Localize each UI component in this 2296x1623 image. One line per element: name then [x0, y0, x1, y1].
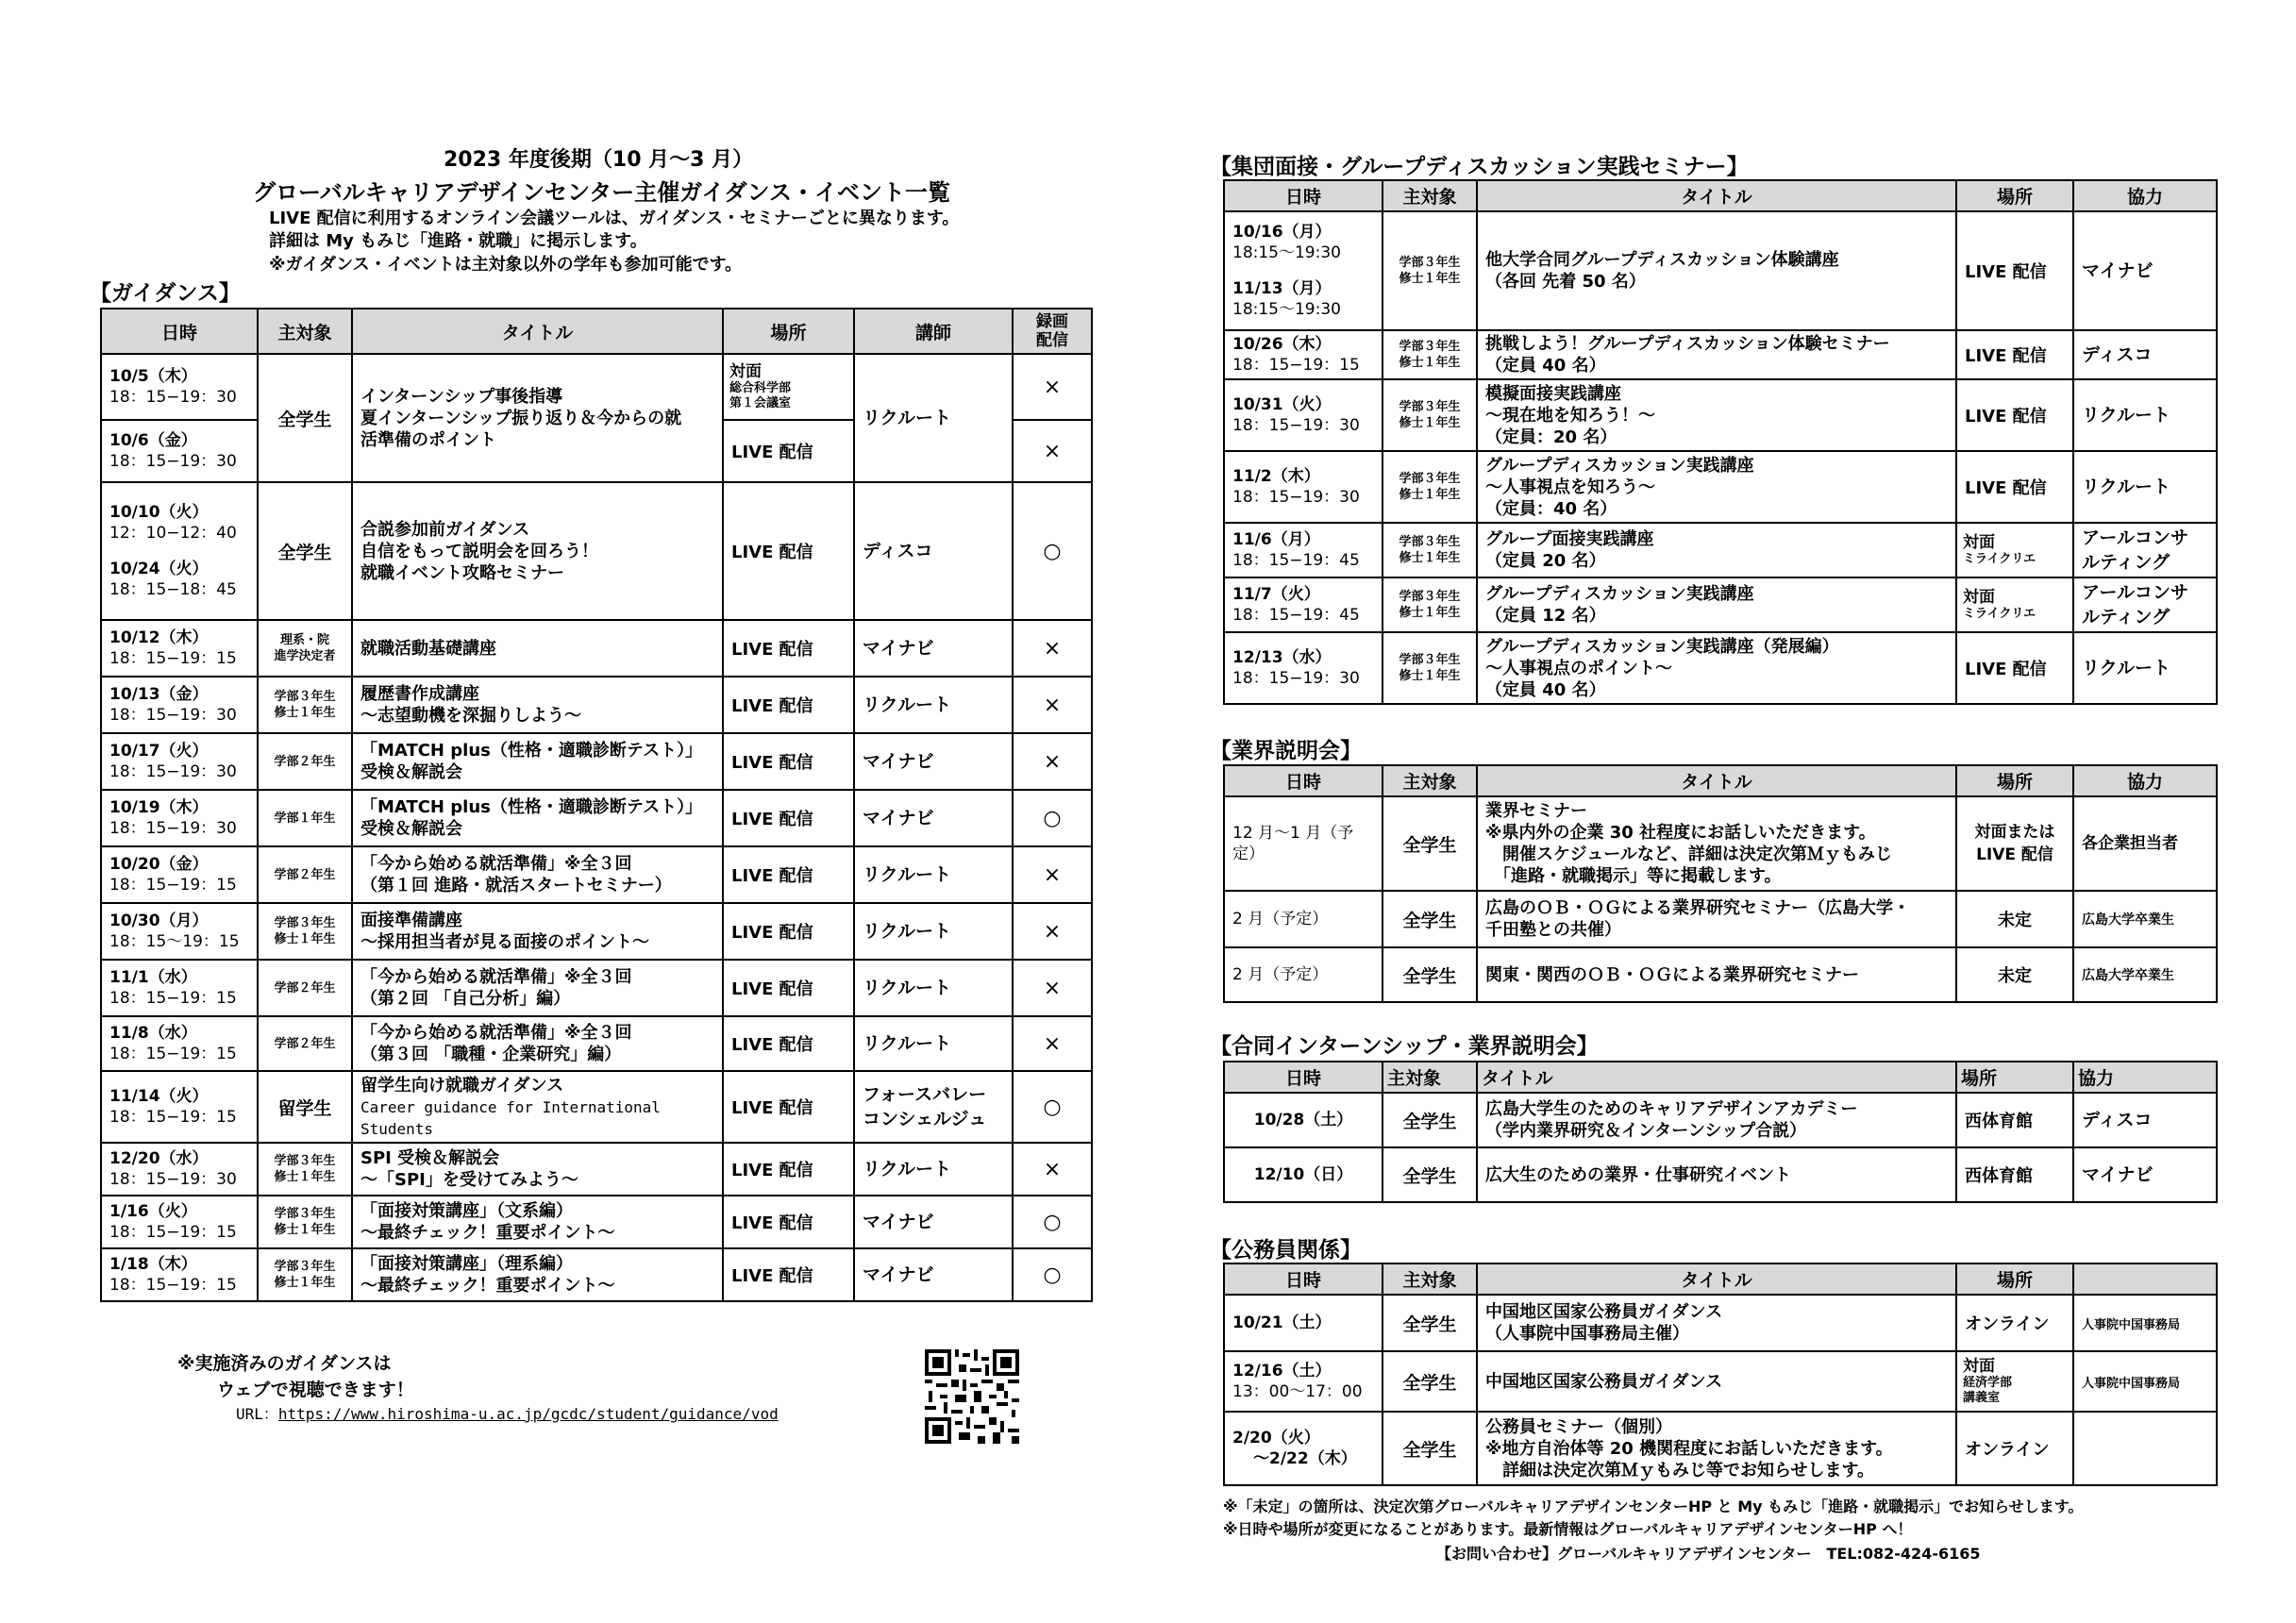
- table-row: [101, 1248, 1092, 1301]
- public-section-title: 【公務員関係】: [1210, 1238, 1362, 1263]
- event-title: 「面接対策講座」（理系編） 〜最終チェック！重要ポイント〜: [352, 1248, 723, 1301]
- event-target: 理系・院 進学決定者: [258, 620, 352, 677]
- event-speaker: リクルート: [854, 354, 1013, 482]
- event-title: 面接準備講座 〜採用担当者が見る面接のポイント〜: [352, 903, 723, 960]
- event-coop: 各企業担当者: [2073, 796, 2217, 891]
- event-place: 西体育館: [1956, 1147, 2073, 1202]
- event-place: 対面 ミライクリエ: [1956, 523, 2073, 577]
- event-datetime: 10/26（木） 18：15−19：15: [1224, 330, 1383, 379]
- group-header-row: [1224, 180, 2217, 211]
- event-datetime: 2 月（予定）: [1224, 947, 1383, 1002]
- event-coop: 広島大学卒業生: [2073, 947, 2217, 1002]
- event-target: 全学生: [1383, 796, 1477, 891]
- event-title: 他大学合同グループディスカッション体験講座 （各回 先着 50 名）: [1477, 211, 1956, 330]
- footer-note-undecided: ※「未定」の箇所は、決定次第グローバルキャリアデザインセンターHP と My もみじ「進路・就職掲示」でお知らせします。: [1223, 1498, 2084, 1515]
- col-header-datetime: 日時: [1224, 1062, 1383, 1093]
- event-datetime: 2 月（予定）: [1224, 891, 1383, 947]
- event-place: LIVE 配信: [1956, 632, 2073, 704]
- col-header-coop: 協力: [2073, 180, 2217, 211]
- event-coop: アールコンサ ルティング: [2073, 577, 2217, 632]
- event-title: 中国地区国家公務員ガイダンス （人事院中国事務局主催）: [1477, 1295, 1956, 1351]
- table-row: [1224, 1351, 2217, 1412]
- table-row: [1224, 1147, 2217, 1202]
- event-speaker: ディスコ: [854, 482, 1013, 620]
- event-datetime: 10/12（木） 18：15−19：15: [101, 620, 258, 677]
- col-header-target: 主対象: [258, 309, 352, 354]
- header-note-target: ※ガイダンス・イベントは主対象以外の学年も参加可能です。: [269, 255, 743, 275]
- event-title: 広島のＯＢ・ＯＧによる業界研究セミナー（広島大学・ 千田塾との共催）: [1477, 891, 1956, 947]
- event-target: 学部３年生 修士１年生: [1383, 379, 1477, 451]
- event-datetime: 10/17（火） 18：15−19：30: [101, 733, 258, 790]
- public-table: [1223, 1263, 2218, 1486]
- event-target: 学部３年生 修士１年生: [258, 1248, 352, 1301]
- table-row: [1224, 451, 2217, 523]
- event-title: SPI 受検＆解説会 〜「SPI」を受けてみよう〜: [352, 1143, 723, 1196]
- col-header-target: 主対象: [1383, 180, 1477, 211]
- event-target: 全学生: [1383, 1295, 1477, 1351]
- event-recording: ×: [1013, 733, 1092, 790]
- event-target: 全学生: [258, 482, 352, 620]
- event-place: LIVE 配信: [723, 620, 854, 677]
- event-speaker: リクルート: [854, 1016, 1013, 1071]
- event-place: LIVE 配信: [1956, 330, 2073, 379]
- event-place: LIVE 配信: [1956, 211, 2073, 330]
- event-datetime: 10/31（火） 18：15−19：30: [1224, 379, 1383, 451]
- event-speaker: リクルート: [854, 677, 1013, 733]
- event-place: LIVE 配信: [723, 1196, 854, 1248]
- event-recording: ×: [1013, 903, 1092, 960]
- col-header-datetime: 日時: [1224, 765, 1383, 796]
- col-header-datetime: 日時: [1224, 180, 1383, 211]
- event-recording: ×: [1013, 620, 1092, 677]
- event-speaker: マイナビ: [854, 733, 1013, 790]
- event-recording: ×: [1013, 677, 1092, 733]
- event-place: LIVE 配信: [723, 733, 854, 790]
- event-datetime: 12 月〜1 月（予定）: [1224, 796, 1383, 891]
- event-title: 「今から始める就活準備」※全３回 （第３回 「職種・企業研究」編）: [352, 1016, 723, 1071]
- event-place: LIVE 配信: [723, 677, 854, 733]
- footer-note-change: ※日時や場所が変更になることがあります。最新情報はグローバルキャリアデザインセンターHP へ！: [1223, 1520, 1913, 1538]
- col-header-title: タイトル: [1477, 765, 1956, 796]
- guidance-table: [100, 308, 1093, 1302]
- industry-table: [1223, 764, 2218, 1003]
- event-place: LIVE 配信: [1956, 379, 2073, 451]
- joint-table: [1223, 1061, 2218, 1203]
- event-target: 学部３年生 修士１年生: [258, 1196, 352, 1248]
- event-place: 対面 ミライクリエ: [1956, 577, 2073, 632]
- table-row: [101, 790, 1092, 846]
- event-title: 「面接対策講座」（文系編） 〜最終チェック！重要ポイント〜: [352, 1196, 723, 1248]
- event-recording: ○: [1013, 1248, 1092, 1301]
- vod-note-2: ウェブで視聴できます！: [217, 1380, 414, 1400]
- event-target: 学部３年生 修士１年生: [1383, 523, 1477, 577]
- industry-header-row: [1224, 765, 2217, 796]
- joint-section-title: 【合同インターンシップ・業界説明会】: [1210, 1034, 1599, 1059]
- event-title: 公務員セミナー（個別） ※地方自治体等 20 機関程度にお話しいただきます。 詳細は決定次第Ｍｙもみじ等でお知らせします。: [1477, 1412, 1956, 1485]
- event-datetime: 10/10（火） 12：10−12：40 10/24（火） 18：15−18：45: [101, 482, 258, 620]
- event-datetime: 12/16（土） 13：00〜17：00: [1224, 1351, 1383, 1412]
- event-target: 学部３年生 修士１年生: [258, 1143, 352, 1196]
- event-place: オンライン: [1956, 1295, 2073, 1351]
- event-speaker: リクルート: [854, 846, 1013, 903]
- event-datetime: 10/6（金） 18：15−19：30: [101, 420, 258, 482]
- event-place: 西体育館: [1956, 1093, 2073, 1147]
- event-coop: アールコンサ ルティング: [2073, 523, 2217, 577]
- table-row: [101, 620, 1092, 677]
- event-speaker: マイナビ: [854, 620, 1013, 677]
- table-row: [1224, 577, 2217, 632]
- table-row: [101, 1143, 1092, 1196]
- table-row: [1224, 379, 2217, 451]
- page-title: グローバルキャリアデザインセンター主催ガイダンス・イベント一覧: [253, 179, 950, 206]
- event-title: 挑戦しよう！グループディスカッション体験セミナー （定員 40 名）: [1477, 330, 1956, 379]
- event-recording: ×: [1013, 420, 1092, 482]
- event-target: 学部３年生 修士１年生: [1383, 330, 1477, 379]
- event-datetime: 12/13（水） 18：15−19：30: [1224, 632, 1383, 704]
- table-row: [1224, 523, 2217, 577]
- industry-section-title: 【業界説明会】: [1210, 739, 1362, 763]
- event-place: オンライン: [1956, 1412, 2073, 1485]
- event-place: 未定: [1956, 947, 2073, 1002]
- col-header-coop: 協力: [2073, 1062, 2217, 1093]
- event-title: 就職活動基礎講座: [352, 620, 723, 677]
- event-recording: ○: [1013, 482, 1092, 620]
- event-target: 学部２年生: [258, 733, 352, 790]
- event-target: 学部３年生 修士１年生: [258, 903, 352, 960]
- event-place: LIVE 配信: [1956, 451, 2073, 523]
- event-speaker: マイナビ: [854, 790, 1013, 846]
- event-title: 履歴書作成講座 〜志望動機を深掘りしよう〜: [352, 677, 723, 733]
- vod-note: ※実施済みのガイダンスは: [177, 1353, 392, 1374]
- table-row: [101, 903, 1092, 960]
- table-row: [101, 677, 1092, 733]
- event-coop: マイナビ: [2073, 1147, 2217, 1202]
- table-row: [1224, 1295, 2217, 1351]
- event-title: 「今から始める就活準備」※全３回 （第１回 進路・就活スタートセミナー）: [352, 846, 723, 903]
- event-place: LIVE 配信: [723, 790, 854, 846]
- event-target: 全学生: [1383, 1147, 1477, 1202]
- table-row: [1224, 796, 2217, 891]
- event-target: 学部２年生: [258, 1016, 352, 1071]
- table-row: [101, 354, 1092, 420]
- guidance-section-title: 【ガイダンス】: [90, 281, 241, 306]
- event-datetime: 11/14（火） 18：15−19：15: [101, 1071, 258, 1143]
- event-title: 広大生のための業界・仕事研究イベント: [1477, 1147, 1956, 1202]
- event-datetime: 10/21（土）: [1224, 1295, 1383, 1351]
- event-coop: 広島大学卒業生: [2073, 891, 2217, 947]
- event-target: 全学生: [1383, 891, 1477, 947]
- event-target: 学部２年生: [258, 960, 352, 1016]
- event-datetime: 2/20（火） 〜2/22（木）: [1224, 1412, 1383, 1485]
- event-title: 中国地区国家公務員ガイダンス: [1477, 1351, 1956, 1412]
- event-target: 学部３年生 修士１年生: [1383, 632, 1477, 704]
- event-datetime: 1/16（火） 18：15−19：15: [101, 1196, 258, 1248]
- event-target: 学部２年生: [258, 846, 352, 903]
- col-header-datetime: 日時: [1224, 1263, 1383, 1295]
- event-datetime: 10/28（土）: [1224, 1093, 1383, 1147]
- table-row: [1224, 1412, 2217, 1485]
- vod-url-link[interactable]: https://www.hiroshima-u.ac.jp/gcdc/student/guidance/vod: [277, 1405, 779, 1423]
- vod-url-label: URL：: [236, 1405, 278, 1423]
- event-speaker: リクルート: [854, 960, 1013, 1016]
- event-place: LIVE 配信: [723, 420, 854, 482]
- event-coop: [2073, 1412, 2217, 1485]
- event-datetime: 11/8（水） 18：15−19：15: [101, 1016, 258, 1071]
- event-datetime: 11/2（木） 18：15−19：30: [1224, 451, 1383, 523]
- event-title: グループ面接実践講座 （定員 20 名）: [1477, 523, 1956, 577]
- event-datetime: 11/1（水） 18：15−19：15: [101, 960, 258, 1016]
- col-header-place: 場所: [1956, 1062, 2073, 1093]
- col-header-target: 主対象: [1383, 765, 1477, 796]
- event-recording: ×: [1013, 846, 1092, 903]
- col-header-target: 主対象: [1383, 1263, 1477, 1295]
- event-place: LIVE 配信: [723, 1071, 854, 1143]
- col-header-place: 場所: [723, 309, 854, 354]
- event-title: グループディスカッション実践講座 （定員 12 名）: [1477, 577, 1956, 632]
- event-place: LIVE 配信: [723, 903, 854, 960]
- event-target: 学部３年生 修士１年生: [1383, 451, 1477, 523]
- joint-header-row: [1224, 1062, 2217, 1093]
- event-recording: ×: [1013, 354, 1092, 420]
- event-place: LIVE 配信: [723, 1248, 854, 1301]
- event-title: 合説参加前ガイダンス 自信をもって説明会を回ろう！ 就職イベント攻略セミナー: [352, 482, 723, 620]
- group-table: [1223, 179, 2218, 705]
- table-row: [1224, 330, 2217, 379]
- guidance-header-row: [101, 309, 1092, 354]
- table-row: [1224, 211, 2217, 330]
- event-coop: ディスコ: [2073, 1093, 2217, 1147]
- event-place: LIVE 配信: [723, 482, 854, 620]
- event-target: 学部１年生: [258, 790, 352, 846]
- table-row: [101, 482, 1092, 620]
- event-place: LIVE 配信: [723, 960, 854, 1016]
- table-row: [1224, 632, 2217, 704]
- event-target: 全学生: [258, 354, 352, 482]
- event-target: 全学生: [1383, 1351, 1477, 1412]
- event-title: インターンシップ事後指導 夏インターンシップ振り返り＆今からの就 活準備のポイント: [352, 354, 723, 482]
- table-row: [101, 960, 1092, 1016]
- col-header-place: 場所: [1956, 1263, 2073, 1295]
- event-speaker: フォースバレー コンシェルジュ: [854, 1071, 1013, 1143]
- event-datetime: 10/13（金） 18：15−19：30: [101, 677, 258, 733]
- event-recording: ×: [1013, 960, 1092, 1016]
- event-recording: ×: [1013, 1143, 1092, 1196]
- event-title: 留学生向け就職ガイダンス Career guidance for International Students: [352, 1071, 723, 1143]
- table-row: [101, 1016, 1092, 1071]
- event-speaker: マイナビ: [854, 1248, 1013, 1301]
- event-title: 関東・関西のＯＢ・ＯＧによる業界研究セミナー: [1477, 947, 1956, 1002]
- event-title: 広島大学生のためのキャリアデザインアカデミー （学内業界研究＆インターンシップ合説）: [1477, 1093, 1956, 1147]
- event-target: 学部３年生 修士１年生: [1383, 211, 1477, 330]
- col-header-title: タイトル: [1477, 1263, 1956, 1295]
- event-target: 全学生: [1383, 1093, 1477, 1147]
- col-header-speaker: 講師: [854, 309, 1013, 354]
- qr-code-icon: [925, 1349, 1019, 1444]
- table-row: [1224, 947, 2217, 1002]
- col-header-coop: [2073, 1263, 2217, 1295]
- header-note-detail: 詳細は My もみじ「進路・就職」に掲示します。: [269, 231, 647, 251]
- event-title: 「今から始める就活準備」※全３回 （第２回 「自己分析」編）: [352, 960, 723, 1016]
- event-datetime: 10/20（金） 18：15−19：15: [101, 846, 258, 903]
- event-place: LIVE 配信: [723, 1016, 854, 1071]
- footer-contact: 【お問い合わせ】グローバルキャリアデザインセンター TEL:082-424-6165: [1436, 1545, 1981, 1563]
- event-datetime: 12/10（日）: [1224, 1147, 1383, 1202]
- event-datetime: 10/19（木） 18：15−19：30: [101, 790, 258, 846]
- table-row: [101, 1071, 1092, 1143]
- col-header-title: タイトル: [352, 309, 723, 354]
- event-datetime: 1/18（木） 18：15−19：15: [101, 1248, 258, 1301]
- event-place: 対面 経済学部 講義室: [1956, 1351, 2073, 1412]
- public-header-row: [1224, 1263, 2217, 1295]
- event-coop: リクルート: [2073, 451, 2217, 523]
- event-recording: ○: [1013, 1196, 1092, 1248]
- event-speaker: リクルート: [854, 903, 1013, 960]
- event-recording: ○: [1013, 1071, 1092, 1143]
- col-header-title: タイトル: [1477, 1062, 1956, 1093]
- event-place: 未定: [1956, 891, 2073, 947]
- event-coop: 人事院中国事務局: [2073, 1295, 2217, 1351]
- event-datetime: 11/7（火） 18：15−19：45: [1224, 577, 1383, 632]
- col-header-place: 場所: [1956, 765, 2073, 796]
- event-recording: ○: [1013, 790, 1092, 846]
- event-title: 「MATCH plus（性格・適職診断テスト）」 受検＆解説会: [352, 790, 723, 846]
- event-target: 留学生: [258, 1071, 352, 1143]
- event-coop: 人事院中国事務局: [2073, 1351, 2217, 1412]
- event-recording: ×: [1013, 1016, 1092, 1071]
- event-coop: リクルート: [2073, 632, 2217, 704]
- col-header-title: タイトル: [1477, 180, 1956, 211]
- qr-code-graphic: [925, 1349, 1019, 1444]
- table-row: [1224, 891, 2217, 947]
- event-title: 「MATCH plus（性格・適職診断テスト）」 受検＆解説会: [352, 733, 723, 790]
- event-datetime: 10/16（月） 18:15〜19:30 11/13（月） 18:15〜19:30: [1224, 211, 1383, 330]
- event-target: 全学生: [1383, 947, 1477, 1002]
- table-row: [101, 1196, 1092, 1248]
- event-target: 学部３年生 修士１年生: [1383, 577, 1477, 632]
- event-place: 対面 総合科学部 第１会議室: [723, 354, 854, 420]
- header-note-live: LIVE 配信に利用するオンライン会議ツールは、ガイダンス・セミナーごとに異なります。: [269, 209, 960, 228]
- col-header-coop: 協力: [2073, 765, 2217, 796]
- event-datetime: 10/5（木） 18：15−19：30: [101, 354, 258, 420]
- event-speaker: マイナビ: [854, 1196, 1013, 1248]
- table-row: [101, 733, 1092, 790]
- event-title: 業界セミナー ※県内外の企業 30 社程度にお話しいただきます。 開催スケジュールなど、詳細は決定次第Ｍｙもみじ 「進路・就職掲示」等に掲載します。: [1477, 796, 1956, 891]
- event-speaker: リクルート: [854, 1143, 1013, 1196]
- page-title-term: 2023 年度後期（10 月〜3 月）: [444, 148, 754, 172]
- col-header-place: 場所: [1956, 180, 2073, 211]
- event-coop: マイナビ: [2073, 211, 2217, 330]
- event-coop: リクルート: [2073, 379, 2217, 451]
- event-target: 学部３年生 修士１年生: [258, 677, 352, 733]
- event-title: グループディスカッション実践講座 〜人事視点を知ろう〜 （定員：40 名）: [1477, 451, 1956, 523]
- col-header-datetime: 日時: [101, 309, 258, 354]
- col-header-target: 主対象: [1383, 1062, 1477, 1093]
- event-place: LIVE 配信: [723, 846, 854, 903]
- event-target: 全学生: [1383, 1412, 1477, 1485]
- event-datetime: 10/30（月） 18：15〜19：15: [101, 903, 258, 960]
- event-title: 模擬面接実践講座 〜現在地を知ろう！〜 （定員：20 名）: [1477, 379, 1956, 451]
- vod-url-line: [236, 1402, 779, 1424]
- col-header-recording: 録画 配信: [1013, 309, 1092, 354]
- event-datetime: 12/20（水） 18：15−19：30: [101, 1143, 258, 1196]
- event-place: 対面または LIVE 配信: [1956, 796, 2073, 891]
- event-datetime: 11/6（月） 18：15−19：45: [1224, 523, 1383, 577]
- event-place: LIVE 配信: [723, 1143, 854, 1196]
- table-row: [101, 846, 1092, 903]
- group-section-title: 【集団面接・グループディスカッション実践セミナー】: [1210, 155, 1749, 179]
- table-row: [1224, 1093, 2217, 1147]
- event-coop: ディスコ: [2073, 330, 2217, 379]
- event-title: グループディスカッション実践講座（発展編） 〜人事視点のポイント〜 （定員 40 名）: [1477, 632, 1956, 704]
